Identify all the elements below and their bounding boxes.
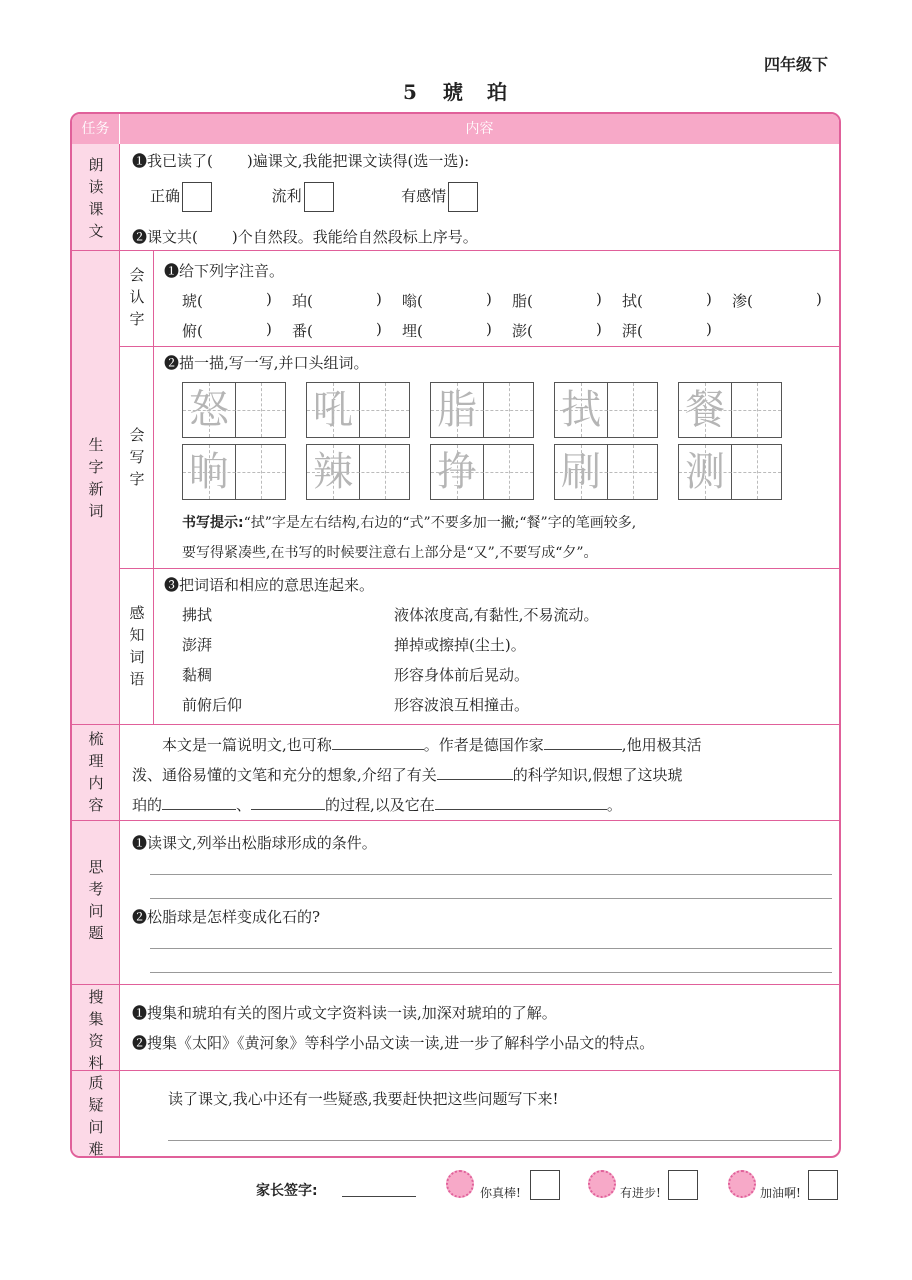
option-fluent: 流利 [271, 187, 302, 205]
paren-close: ) [596, 320, 602, 338]
label-text: 生字新词 [88, 436, 104, 520]
match-word[interactable]: 澎湃 [182, 636, 213, 654]
divider [72, 724, 839, 725]
section-label-questions [72, 856, 120, 944]
pinyin-title: ❶给下列字注音。 [164, 262, 285, 280]
trace-char: 拭 [561, 387, 601, 433]
pinyin-item[interactable] [292, 320, 313, 341]
text: )遍课文,我能把课文读得(选一选): [246, 152, 470, 170]
pinyin-item[interactable] [512, 290, 533, 311]
tip-text: “拭”字是左右结构,右边的“式”不要多加一撇;“餐”字的笔画较多, [243, 515, 637, 531]
tracing-cell[interactable] [182, 382, 286, 438]
smiley-sun-icon [588, 1170, 616, 1198]
paren-close: ) [816, 290, 822, 308]
char: 琥( [182, 292, 203, 310]
pinyin-item[interactable] [622, 320, 643, 341]
badge-cheer-box[interactable] [808, 1170, 838, 1200]
pinyin-item[interactable] [182, 320, 203, 341]
match-word[interactable]: 前俯后仰 [182, 696, 243, 714]
text: 珀的 [132, 796, 163, 814]
paren-close: ) [596, 290, 602, 308]
text: ❷课文共( [132, 228, 198, 246]
section-label-summary [72, 728, 120, 816]
badge-cheer-label: 加油啊! [760, 1186, 801, 1200]
parent-signature-label: 家长签字: [256, 1183, 318, 1199]
blank-field[interactable] [162, 796, 236, 810]
question-2: ❷松脂球是怎样变成化石的? [132, 908, 321, 926]
text: ❶我已读了( [132, 152, 213, 170]
answer-line[interactable] [150, 948, 832, 949]
pinyin-item[interactable] [402, 290, 423, 311]
badge-progress-label: 有进步! [620, 1186, 661, 1200]
tracing-cell[interactable] [554, 382, 658, 438]
tip-label: 书写提示: [182, 515, 244, 531]
pinyin-item[interactable] [292, 290, 313, 311]
label-text: 会写字 [129, 426, 145, 488]
collect-item-2: ❷搜集《太阳》《黄河象》等科学小品文读一读,进一步了解科学小品文的特点。 [132, 1034, 655, 1052]
label-text: 搜集资料 [88, 988, 104, 1072]
paren-close: ) [706, 290, 712, 308]
trace-char: 脂 [437, 387, 477, 433]
paragraph-count-line [132, 226, 478, 247]
match-word[interactable]: 拂拭 [182, 606, 213, 624]
badge-progress-box[interactable] [668, 1170, 698, 1200]
trace-char: 吼 [313, 387, 353, 433]
smiley-sun-icon [728, 1170, 756, 1198]
text: 。 [606, 796, 622, 814]
tracing-cell[interactable] [306, 444, 410, 500]
paren-close: ) [376, 290, 382, 308]
checkbox-correct[interactable] [182, 182, 212, 212]
sublabel-recognize [120, 264, 154, 330]
divider [120, 568, 839, 569]
writing-tip-line2: 要写得紧凑些,在书写的时候要注意右上部分是“又”,不要写成“夕”。 [182, 545, 598, 561]
summary-line3 [132, 794, 622, 815]
match-meaning[interactable]: 掸掉或擦掉(尘土)。 [394, 636, 526, 654]
text: 。作者是德国作家 [423, 736, 544, 754]
sublabel-perceive [120, 602, 154, 690]
pinyin-item[interactable] [512, 320, 533, 341]
reading-options [150, 182, 478, 212]
signature-line[interactable] [342, 1196, 416, 1197]
pinyin-item[interactable] [402, 320, 423, 341]
char: 湃( [622, 322, 643, 340]
text: 、 [236, 796, 252, 814]
section-label-collect [72, 986, 120, 1074]
match-word[interactable]: 黏稠 [182, 666, 213, 684]
tracing-cell[interactable] [430, 382, 534, 438]
summary-line2 [132, 764, 683, 785]
blank-field[interactable] [437, 766, 513, 780]
badge-great-box[interactable] [530, 1170, 560, 1200]
paren-close: ) [376, 320, 382, 338]
match-meaning[interactable]: 形容波浪互相撞击。 [394, 696, 530, 714]
section-label-doubts [72, 1072, 120, 1158]
option-correct: 正确 [150, 187, 181, 205]
char: 嗡( [402, 292, 423, 310]
match-title: ❸把词语和相应的意思连起来。 [164, 576, 375, 594]
divider [72, 820, 839, 821]
table-header [72, 114, 839, 144]
grade-label: 四年级下 [764, 55, 829, 74]
char: 渗( [732, 292, 753, 310]
text: 泼、通俗易懂的文笔和充分的想象,介绍了有关 [132, 766, 437, 784]
sublabel-write [120, 424, 154, 490]
paren-close: ) [266, 290, 272, 308]
answer-line[interactable] [150, 874, 832, 875]
trace-char: 餐 [685, 387, 725, 433]
trace-char: 怒 [189, 387, 229, 433]
section-label-reading [72, 154, 120, 242]
text: ,他用极其活 [621, 736, 702, 754]
tracing-cell[interactable] [554, 444, 658, 500]
tracing-cell[interactable] [182, 444, 286, 500]
answer-line[interactable] [150, 898, 832, 899]
paren-close: ) [486, 290, 492, 308]
blank-field[interactable] [251, 796, 325, 810]
match-meaning[interactable]: 液体浓度高,有黏性,不易流动。 [394, 606, 599, 624]
blank-field[interactable] [332, 736, 424, 750]
blank-field[interactable] [435, 796, 607, 810]
divider [120, 346, 839, 347]
tracing-cell[interactable] [678, 444, 782, 500]
checkbox-fluent[interactable] [304, 182, 334, 212]
char: 拭( [622, 292, 643, 310]
doubts-prompt: 读了课文,我心中还有一些疑惑,我要赶快把这些问题写下来! [168, 1090, 559, 1108]
trace-char: 辣 [313, 449, 353, 495]
answer-line[interactable] [150, 972, 832, 973]
paren-close: ) [266, 320, 272, 338]
char: 番( [292, 322, 313, 340]
lesson-title: 琥 珀 [442, 80, 509, 104]
label-text: 思考问题 [88, 858, 104, 942]
section-label-new-words [72, 434, 120, 522]
tracing-cell[interactable] [678, 382, 782, 438]
page-title [0, 76, 912, 105]
summary-line1 [162, 734, 702, 755]
header-content: 内容 [465, 121, 494, 137]
label-text: 会认字 [129, 266, 145, 328]
char: 脂( [512, 292, 533, 310]
paren-close: ) [706, 320, 712, 338]
question-1: ❶读课文,列举出松脂球形成的条件。 [132, 834, 377, 852]
char: 俯( [182, 322, 203, 340]
divider [72, 984, 839, 985]
label-text: 梳理内容 [88, 730, 104, 814]
text: )个自然段。我能给自然段标上序号。 [231, 228, 478, 246]
smiley-sun-icon [446, 1170, 474, 1198]
tracing-cell[interactable] [306, 382, 410, 438]
label-text: 感知词语 [129, 604, 145, 688]
pinyin-item[interactable] [732, 290, 753, 311]
trace-char: 晌 [189, 449, 229, 495]
pinyin-item[interactable] [622, 290, 643, 311]
text: 的科学知识,假想了这块琥 [512, 766, 683, 784]
option-expressive: 有感情 [401, 187, 447, 205]
trace-char: 测 [685, 449, 725, 495]
answer-line[interactable] [168, 1140, 832, 1141]
divider [72, 1070, 839, 1071]
trace-char: 挣 [437, 449, 477, 495]
char: 珀( [292, 292, 313, 310]
blank-field[interactable] [544, 736, 622, 750]
text: 本文是一篇说明文,也可称 [162, 736, 332, 754]
divider [72, 250, 839, 251]
paren-close: ) [486, 320, 492, 338]
reading-count-line [132, 150, 469, 171]
char: 澎( [512, 322, 533, 340]
collect-item-1: ❶搜集和琥珀有关的图片或文字资料读一读,加深对琥珀的了解。 [132, 1004, 557, 1022]
match-meaning[interactable]: 形容身体前后晃动。 [394, 666, 530, 684]
badge-great-label: 你真棒! [480, 1186, 521, 1200]
label-text: 质疑问难 [88, 1074, 104, 1158]
tracing-cell[interactable] [430, 444, 534, 500]
label-text: 朗读课文 [88, 156, 104, 240]
writing-tip-line1 [182, 512, 636, 532]
checkbox-expressive[interactable] [448, 182, 478, 212]
char: 埋( [402, 322, 423, 340]
pinyin-item[interactable] [182, 290, 203, 311]
trace-char: 刷 [561, 449, 601, 495]
lesson-number: 5 [403, 80, 419, 104]
trace-title: ❷描一描,写一写,并口头组词。 [164, 354, 369, 372]
text: 的过程,以及它在 [325, 796, 435, 814]
header-task: 任务 [72, 114, 120, 144]
worksheet-table [70, 112, 841, 1158]
